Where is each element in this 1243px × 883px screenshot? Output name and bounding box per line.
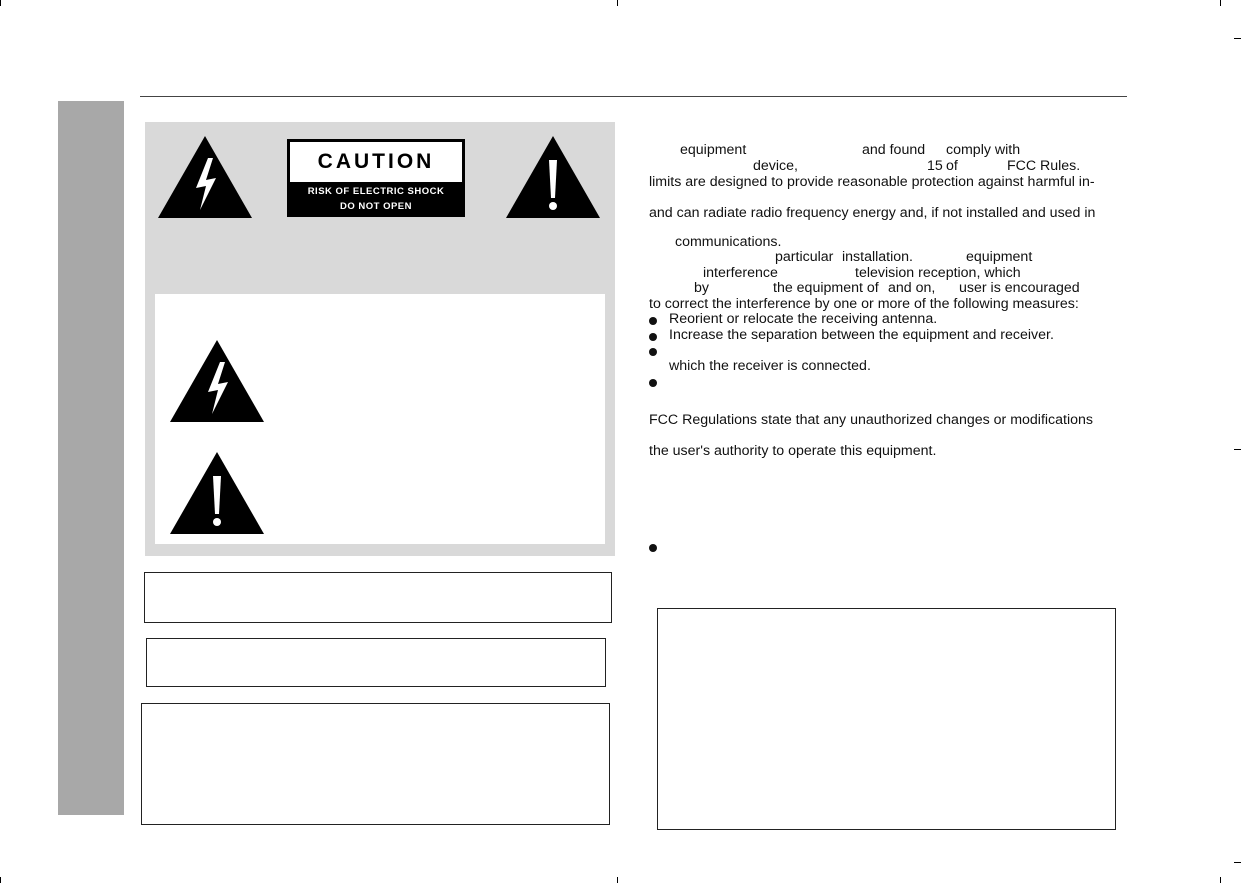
caution-panel (145, 122, 615, 556)
text-fragment: particular (775, 249, 834, 265)
crop-mark (1234, 38, 1241, 39)
crop-mark (1220, 877, 1221, 883)
lightning-bolt-triangle-icon (168, 338, 266, 424)
bullet-item: Increase the separation between the equipment and receiver. (669, 327, 1054, 343)
text-fragment: equipment (680, 142, 747, 158)
side-tab (58, 101, 124, 815)
text-fragment: device, (753, 158, 798, 174)
bullet-icon (649, 348, 657, 356)
bullet-item: which the receiver is connected. (669, 358, 871, 374)
crop-mark (0, 877, 1, 883)
text-fragment: FCC (1007, 158, 1037, 174)
text-fragment: and on, (888, 280, 936, 296)
text-line: to correct the interference by one or more of the following measures: (649, 296, 1079, 312)
bullet-icon (649, 379, 657, 387)
text-fragment: communications. (675, 234, 782, 250)
text-fragment: the equipment of (773, 280, 879, 296)
lightning-bolt-triangle-icon (156, 134, 254, 220)
text-fragment: installation. (842, 249, 913, 265)
crop-mark (1234, 449, 1241, 450)
crop-mark (617, 0, 618, 6)
caution-label (287, 139, 465, 217)
notice-box-3 (141, 703, 610, 825)
bullet-item: Reorient or relocate the receiving antenna. (669, 311, 938, 327)
notice-box-1 (144, 572, 612, 623)
text-fragment: interference (703, 265, 778, 281)
text-fragment: of (946, 158, 958, 174)
text-line: and can radiate radio frequency energy and, if not installed and used in (649, 205, 1096, 221)
text-line: FCC Regulations state that any unauthorized changes or modifications (649, 412, 1094, 428)
crop-mark (617, 877, 618, 883)
exclamation-triangle-icon (168, 450, 266, 536)
symbol-explanation-area (155, 294, 605, 544)
bullet-icon (649, 317, 657, 325)
text-line: the user's authority to operate this equipment. (649, 443, 937, 459)
text-fragment: equipment (966, 249, 1033, 265)
text-fragment: user is encouraged (959, 280, 1080, 296)
text-fragment: Rules. (1040, 158, 1081, 174)
text-fragment: comply with (946, 142, 1021, 158)
text-fragment: 15 (927, 158, 943, 174)
caution-risk-text: RISK OF ELECTRIC SHOCK (307, 186, 445, 197)
header-rule (140, 96, 1127, 97)
crop-mark (1220, 0, 1221, 6)
caution-heading: CAUTION (290, 142, 462, 182)
bullet-icon (649, 333, 657, 341)
text-line: limits are designed to provide reasonable protection against harmful in- (649, 174, 1095, 190)
text-fragment: by (694, 280, 709, 296)
crop-mark (1234, 862, 1241, 863)
text-fragment: television reception, which (855, 265, 1021, 281)
notice-box-2 (146, 638, 606, 687)
caution-do-not-open-text: DO NOT OPEN (339, 201, 412, 212)
text-fragment: and found (862, 142, 926, 158)
notice-box-right (657, 608, 1116, 830)
bullet-icon (649, 544, 657, 552)
exclamation-triangle-icon (504, 134, 602, 220)
crop-mark (0, 0, 1, 6)
